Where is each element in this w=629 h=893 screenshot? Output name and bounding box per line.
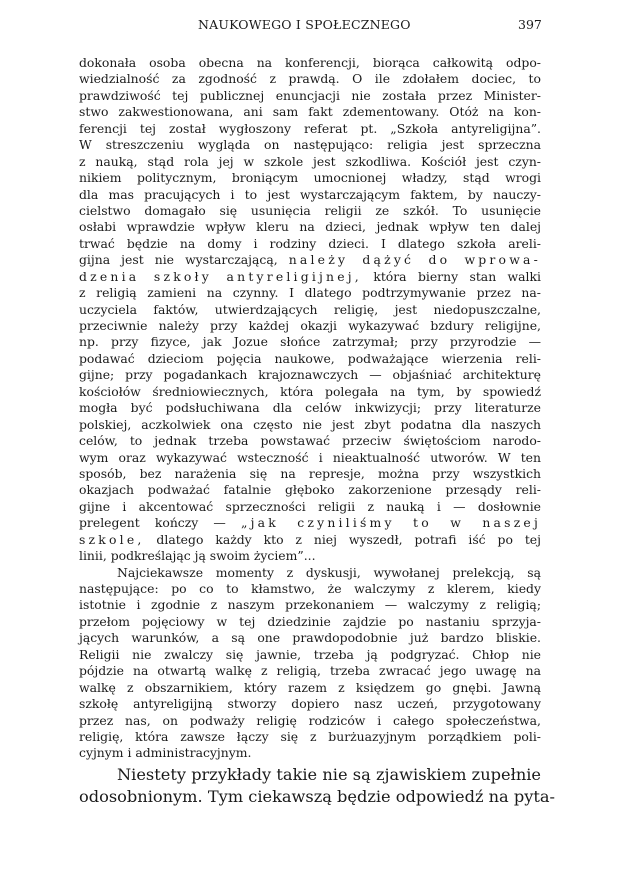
- emphasized-quote: „jak czyniliśmy to w naszej: [240, 515, 541, 531]
- text-run: gijna jest nie wystarczającą,: [79, 252, 278, 268]
- text-line: Religii nie zwalczy się jawnie, trzeba ją podgryzać. Chłop nie: [79, 646, 541, 662]
- text-line: jących warunków, a są one prawdopodobnie już bardzo bliskie.: [79, 630, 541, 646]
- text-line: walkę z obszarnikiem, który razem z księdzem go gnębi. Jawną: [79, 679, 541, 695]
- text-line: mogła być podsłuchiwana dla celów inkwizycji; przy literaturze: [79, 400, 541, 416]
- text-line: dokonała osoba obecna na konferencji, biorąca całkowitą odpo-: [79, 55, 541, 70]
- text-line: osłabi wprawdzie wpływ kleru na dzieci, jednak wpływ ten dalej: [79, 219, 541, 235]
- text-line: dla mas pracujących i to jest wystarczającym faktem, by nauczy-: [79, 186, 541, 202]
- text-line: stwo zakwestionowana, ani sam fakt zdementowany. Otóż na kon-: [79, 104, 541, 120]
- text-line: cielstwo domagało się usunięcia religii ze szkół. To usunięcie: [79, 202, 541, 218]
- text-line-spaced: [79, 269, 541, 285]
- text-line-spaced: [79, 515, 541, 531]
- text-line: z nauką, stąd rola jej w szkole jest szkodliwa. Kościół jest czyn-: [79, 153, 541, 169]
- text-line: polskiej, aczkolwiek ona często nie jest zbyt podatna dla naszych: [79, 416, 541, 432]
- text-line: sposób, bez narażenia się na represje, można przy wszystkich: [79, 465, 541, 481]
- text-line: religię, która zawsze łączy się z burżuazyjnym porządkiem poli-: [79, 728, 541, 744]
- text-line: kościołów średniowiecznych, która polegała na tym, by spowiedź: [79, 383, 541, 399]
- text-line: np. przy fizyce, jak Jozue słońce zatrzymał; przy przyrodzie —: [79, 334, 541, 350]
- text-line: wym oraz wykazywać wsteczność i nieaktualność utworów. W ten: [79, 449, 541, 465]
- page-header: [0, 17, 629, 35]
- emphasized-text: dzenia szkoły antyreligijnej,: [79, 268, 362, 284]
- text-line: cyjnym i administracyjnym.: [79, 745, 252, 761]
- text-run: prelegent kończy —: [79, 515, 226, 531]
- text-line: z religią zamieni na czynny. I dlatego podtrzymywanie przez na-: [79, 285, 541, 301]
- text-line: nikiem politycznym, broniącym umocnionej władzy, stąd wrogi: [79, 170, 541, 186]
- text-line: wiedzialność za zgodność z prawdą. O ile zdołałem dociec, to: [79, 71, 541, 87]
- text-line: podawać dzieciom pojęcia naukowe, podważające wierzenia reli-: [79, 350, 541, 366]
- text-line: istotnie i zgodnie z naszym przekonaniem — walczymy z religią;: [79, 597, 541, 613]
- paragraph-start-line: Najciekawsze momenty z dyskusji, wywołanej prelekcją, są: [117, 564, 541, 580]
- text-run: dlatego każdy kto z niej wyszedł, potrafi iść po tej: [156, 531, 541, 547]
- text-line: pójdzie na otwartą walkę z religią, trzeba zwracać jego uwagę na: [79, 663, 541, 679]
- text-line: okazjach podważać fatalnie głęboko zakorzenione przesądy reli-: [79, 482, 541, 498]
- page-number: 397: [518, 17, 542, 32]
- main-text-block: [79, 764, 555, 808]
- text-line: gijne i akcentować sprzeczności religii z nauką i — dosłownie: [79, 498, 541, 514]
- text-run: która bierny stan walki: [373, 268, 541, 284]
- emphasized-text: należy dążyć do wprowa-: [288, 252, 541, 268]
- text-line: trwać będzie na domy i rodziny dzieci. I dlatego szkoła areli-: [79, 235, 541, 251]
- paragraph-start-line: Niestety przykłady takie nie są zjawiskiem zupełnie: [117, 765, 541, 784]
- text-line: przeciwnie należy przy każdej okazji wykazywać bzdury religijne,: [79, 318, 541, 333]
- text-line: linii, podkreślając ją swoim życiem”...: [79, 548, 316, 564]
- text-line: odosobnionym. Tym ciekawszą będzie odpowiedź na pyta-: [79, 787, 555, 806]
- text-line: następujące: po co to kłamstwo, że walczymy z klerem, kiedy: [79, 581, 541, 596]
- running-title: NAUKOWEGO I SPOŁECZNEGO: [198, 17, 411, 32]
- text-line: przez nas, on podważy religię rodziców i całego społeczeństwa,: [79, 712, 541, 728]
- small-print-block: [79, 55, 541, 762]
- text-line-spaced: [79, 252, 541, 268]
- text-line: celów, to jednak trzeba powstawać przeciw świętościom narodo-: [79, 433, 541, 449]
- text-line-spaced: [79, 532, 541, 548]
- text-line: prawdziwość tej publicznej enuncjacji nie została przez Minister-: [79, 87, 541, 103]
- text-line: uczyciela faktów, utwierdzających religię, jest niedopuszczalne,: [79, 301, 541, 317]
- text-line: gijne; przy pogadankach krajoznawczych — objaśniać architekturę: [79, 367, 541, 383]
- emphasized-text: szkole,: [79, 531, 145, 547]
- text-line: ferencji tej został wygłoszony referat pt. „Szkoła antyreligijna”.: [79, 120, 541, 136]
- text-line: szkołę antyreligijną stworzy dopiero nasz uczeń, przygotowany: [79, 696, 541, 712]
- text-line: W streszczeniu wygląda on następująco: religia jest sprzeczna: [79, 137, 541, 153]
- text-line: przełom pojęciowy w tej dziedzinie zajdzie po nastaniu sprzyja-: [79, 613, 541, 629]
